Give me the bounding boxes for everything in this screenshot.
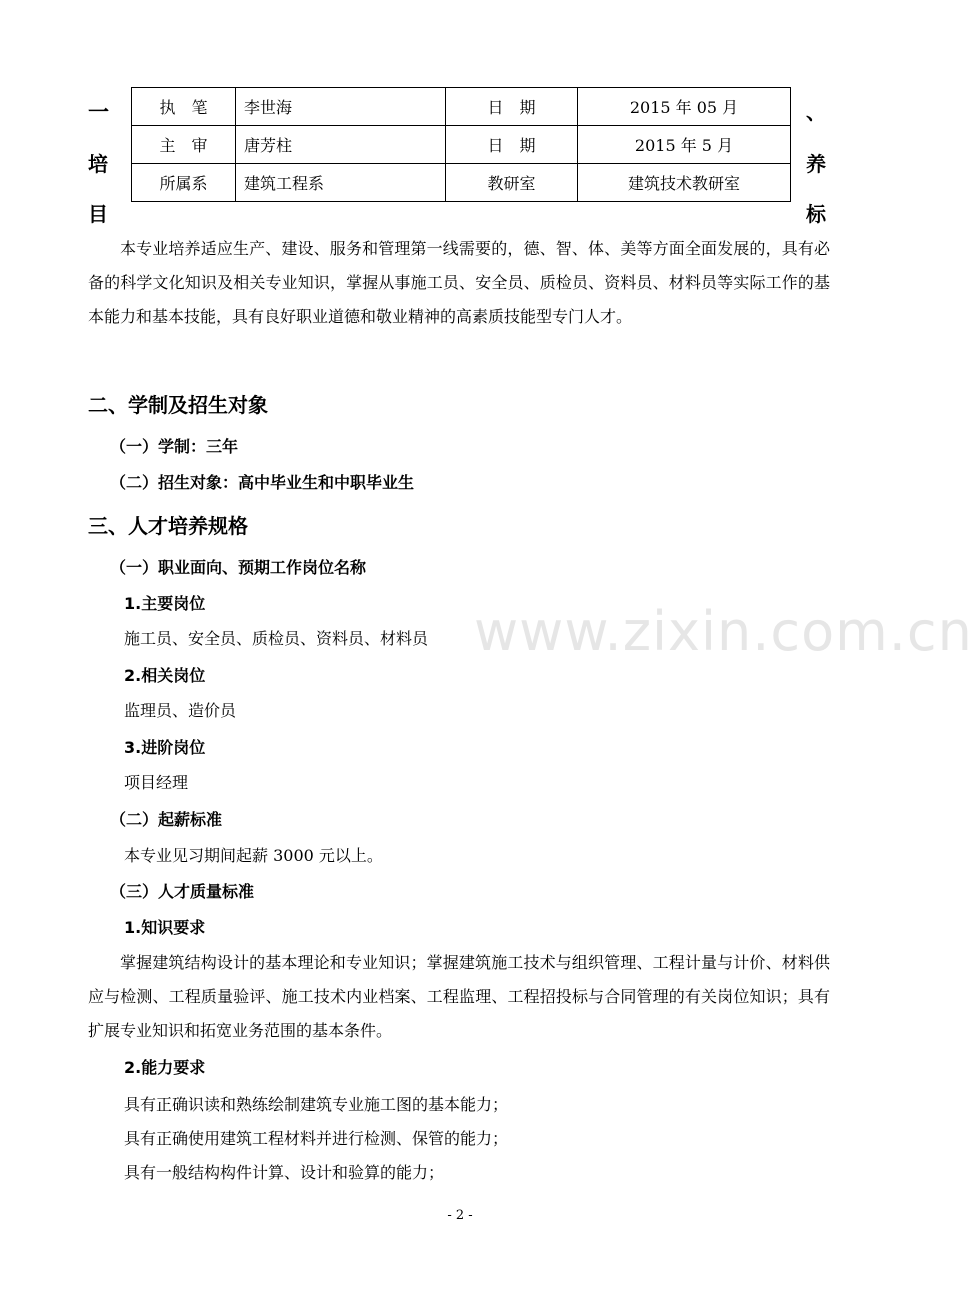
table-cell: 主 审 <box>132 126 236 164</box>
section-heading-3: 三、人才培养规格 <box>88 514 248 538</box>
ability-line: 具有正确识读和熟练绘制建筑专业施工图的基本能力； <box>124 1095 509 1114</box>
watermark: www.zixin.com.cn <box>474 600 973 663</box>
side-char-right-3: 标 <box>806 202 826 226</box>
item-text-advanced-posts: 项目经理 <box>124 773 189 792</box>
table-cell: 建筑工程系 <box>236 164 446 202</box>
table-row <box>132 126 791 164</box>
table-cell: 李世海 <box>236 88 446 126</box>
table-cell: 所属系 <box>132 164 236 202</box>
subheading-enrollment: （二）招生对象：高中毕业生和中职毕业生 <box>110 473 415 492</box>
side-char-left-2: 培 <box>88 152 108 176</box>
table-cell: 执 笔 <box>132 88 236 126</box>
intro-paragraph: 本专业培养适应生产、建设、服务和管理第一线需要的，德、智、体、美等方面全面发展的，具有必备的科学文化知识及相关专业知识，掌握从事施工员、安全员、质检员、资料员、材料员等实际工作的基本能力和基本技能，具有良好职业道德和敬业精神的高素质技能型专门人才。 <box>88 239 830 326</box>
side-char-right-1: 、 <box>806 100 826 124</box>
page-number: - 2 - <box>447 1208 473 1223</box>
subheading-career: （一）职业面向、预期工作岗位名称 <box>110 558 367 577</box>
table-cell: 教研室 <box>446 164 578 202</box>
table-cell: 2015 年 5 月 <box>578 126 791 164</box>
section-heading-2: 二、学制及招生对象 <box>88 393 268 417</box>
side-char-left-3: 目 <box>88 202 108 226</box>
table-cell: 唐芳柱 <box>236 126 446 164</box>
table-cell: 日 期 <box>446 88 578 126</box>
side-char-right-2: 养 <box>806 152 826 176</box>
ability-line: 具有一般结构构件计算、设计和验算的能力； <box>124 1163 445 1182</box>
table-row <box>132 164 791 202</box>
document-info-table <box>131 87 791 202</box>
item-text-related-posts: 监理员、造价员 <box>124 701 237 720</box>
item-title-advanced-posts: 3.进阶岗位 <box>124 738 206 757</box>
item-title-ability: 2.能力要求 <box>124 1058 206 1077</box>
item-title-related-posts: 2.相关岗位 <box>124 666 206 685</box>
table-cell: 日 期 <box>446 126 578 164</box>
subheading-quality: （三）人才质量标准 <box>110 882 255 901</box>
table-row <box>132 88 791 126</box>
item-text-main-posts: 施工员、安全员、质检员、资料员、材料员 <box>124 629 429 648</box>
item-title-knowledge: 1.知识要求 <box>124 918 206 937</box>
knowledge-paragraph: 掌握建筑结构设计的基本理论和专业知识；掌握建筑施工技术与组织管理、工程计量与计价、材料供应与检测、工程质量验评、施工技术内业档案、工程监理、工程招投标与合同管理的有关岗位知识；具有扩展专业知识和拓宽业务范围的基本条件。 <box>88 953 830 1040</box>
side-char-left-1: 一 <box>88 100 109 124</box>
ability-line: 具有正确使用建筑工程材料并进行检测、保管的能力； <box>124 1129 509 1148</box>
item-title-main-posts: 1.主要岗位 <box>124 594 206 613</box>
subheading-duration: （一）学制：三年 <box>110 437 239 456</box>
subheading-salary: （二）起薪标准 <box>110 810 223 829</box>
salary-text: 本专业见习期间起薪 3000 元以上。 <box>124 846 383 865</box>
table-cell: 建筑技术教研室 <box>578 164 791 202</box>
table-cell: 2015 年 05 月 <box>578 88 791 126</box>
